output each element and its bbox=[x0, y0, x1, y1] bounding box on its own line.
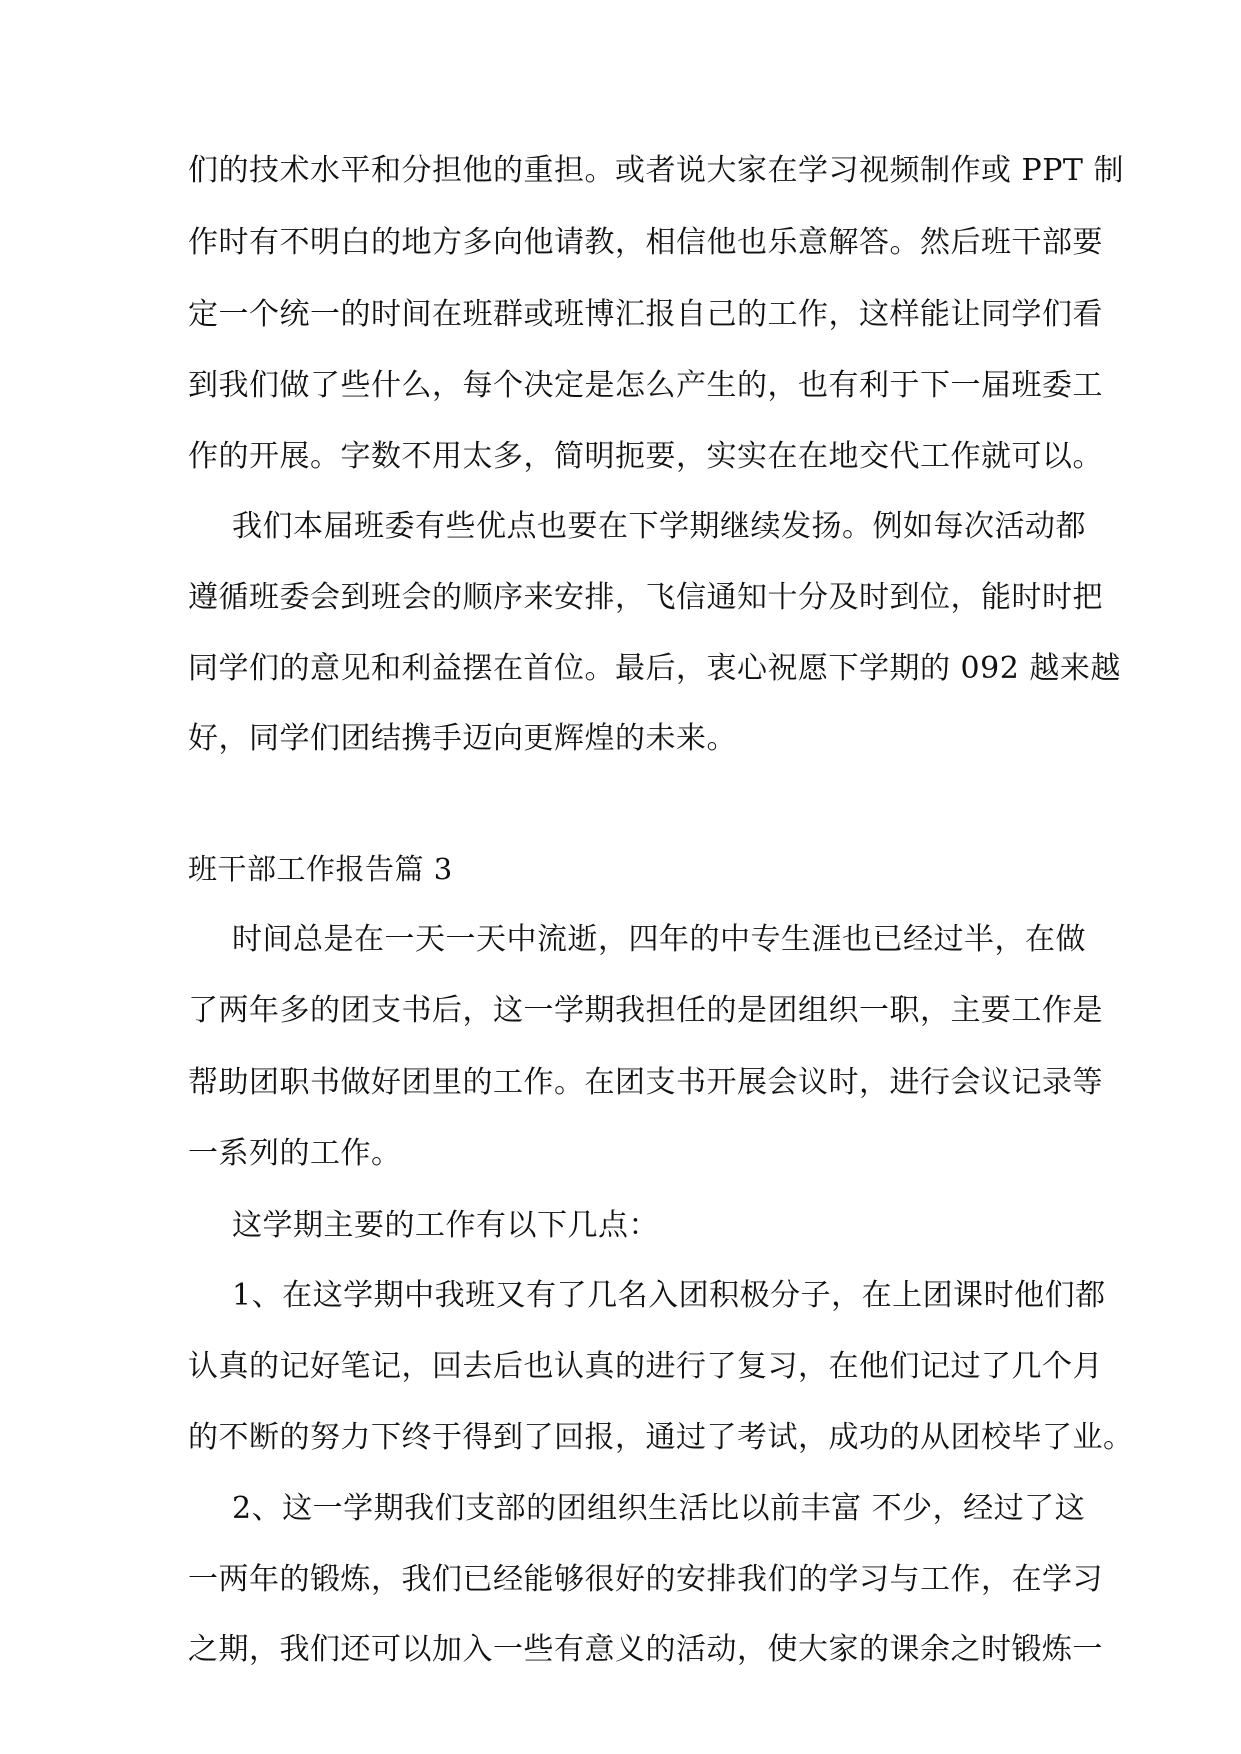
text-line: 了两年多的团支书后，这一学期我担任的是团组织一职，主要工作是 bbox=[188, 993, 1103, 1028]
text-line: 到我们做了些什么，每个决定是怎么产生的，也有利于下一届班委工 bbox=[188, 368, 1103, 403]
section-heading: 班干部工作报告篇 3 bbox=[188, 852, 453, 886]
text-line: 遵循班委会到班会的顺序来安排，飞信通知十分及时到位，能时时把 bbox=[188, 580, 1103, 615]
text-line: 同学们的意见和利益摆在首位。最后，衷心祝愿下学期的 092 越来越 bbox=[188, 651, 1121, 686]
text-line: 一两年的锻炼，我们已经能够很好的安排我们的学习与工作，在学习 bbox=[188, 1562, 1103, 1597]
paragraph-start-line: 这学期主要的工作有以下几点： bbox=[232, 1208, 659, 1243]
text-line: 一系列的工作。 bbox=[188, 1136, 402, 1171]
list-item-line: 2、这一学期我们支部的团组织生活比以前丰富 不少，经过了这 bbox=[232, 1491, 1086, 1526]
text-line: 作时有不明白的地方多向他请教，相信他也乐意解答。然后班干部要 bbox=[188, 225, 1103, 260]
text-line: 好，同学们团结携手迈向更辉煌的未来。 bbox=[188, 721, 737, 756]
list-item-line: 1、在这学期中我班又有了几名入团积极分子，在上团课时他们都 bbox=[232, 1278, 1106, 1313]
paragraph-start-line: 时间总是在一天一天中流逝，四年的中专生涯也已经过半，在做 bbox=[232, 922, 1086, 957]
text-line: 作的开展。字数不用太多，简明扼要，实实在在地交代工作就可以。 bbox=[188, 439, 1103, 474]
text-line: 帮助团职书做好团里的工作。在团支书开展会议时，进行会议记录等 bbox=[188, 1065, 1103, 1100]
paragraph-start-line: 我们本届班委有些优点也要在下学期继续发扬。例如每次活动都 bbox=[232, 509, 1086, 544]
text-line: 之期，我们还可以加入一些有意义的活动，使大家的课余之时锻炼一 bbox=[188, 1632, 1103, 1667]
text-line: 们的技术水平和分担他的重担。或者说大家在学习视频制作或 PPT 制 bbox=[188, 153, 1124, 188]
text-line: 定一个统一的时间在班群或班博汇报自己的工作，这样能让同学们看 bbox=[188, 297, 1103, 332]
text-line: 认真的记好笔记，回去后也认真的进行了复习，在他们记过了几个月 bbox=[188, 1349, 1103, 1384]
text-line: 的不断的努力下终于得到了回报，通过了考试，成功的从团校毕了业。 bbox=[188, 1420, 1134, 1455]
